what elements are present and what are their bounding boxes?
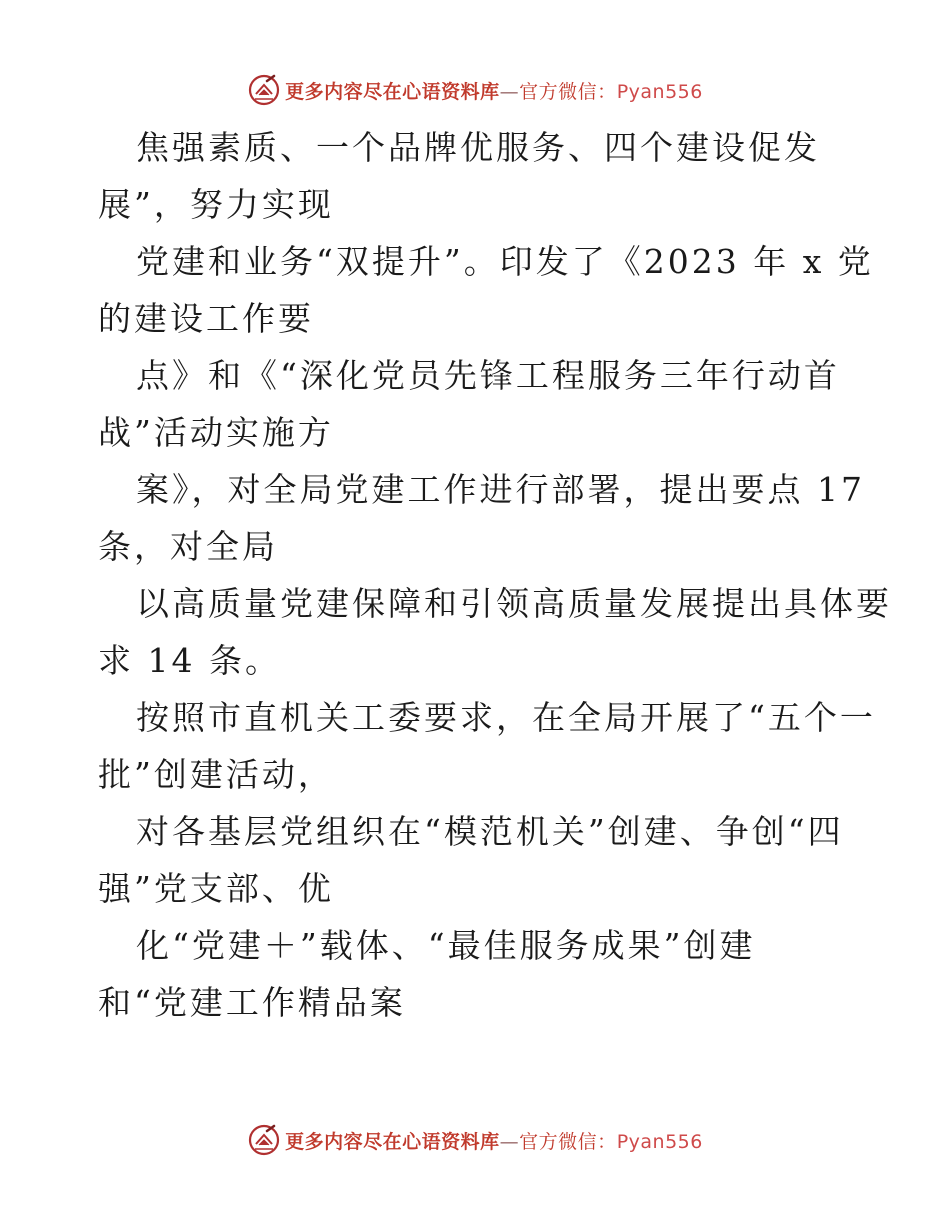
paragraph-line: 案》，对全局党建工作进行部署，提出要点 17 [136, 470, 865, 509]
paragraph-line: 求 14 条。 [98, 641, 281, 680]
paragraph-line: 的建设工作要 [98, 299, 314, 338]
header-banner-text [285, 77, 703, 104]
paragraph-line: 党建和业务“双提升”。印发了《2023 年 x 党 [136, 242, 874, 281]
paragraph-line: 和“党建工作精品案 [98, 983, 406, 1022]
paragraph-line: 化“党建＋”载体、“最佳服务成果”创建 [136, 926, 756, 965]
footer-wechat-label: 官方微信： [519, 1130, 617, 1153]
footer-banner-text [285, 1127, 703, 1154]
header-brand-text: 更多内容尽在心语资料库 [285, 80, 500, 103]
header-wechat-id: Pyan556 [616, 80, 703, 103]
header-banner [0, 70, 950, 110]
paragraph-line: 点》和《“深化党员先锋工程服务三年行动首 [136, 356, 840, 395]
paragraph-line: 对各基层党组织在“模范机关”创建、争创“四 [136, 812, 844, 851]
paragraph-line: 展”，努力实现 [98, 185, 334, 224]
footer-brand-text: 更多内容尽在心语资料库 [285, 1130, 500, 1153]
paragraph-line: 批”创建活动， [98, 755, 334, 794]
paragraph-line: 强”党支部、优 [98, 869, 334, 908]
paragraph-line: 按照市直机关工委要求，在全局开展了“五个一 [136, 698, 876, 737]
paragraph-line: 以高质量党建保障和引领高质量发展提出具体要 [136, 584, 892, 623]
footer-banner [0, 1120, 950, 1160]
book-pen-logo-icon [247, 73, 281, 107]
footer-wechat-id: Pyan556 [616, 1130, 703, 1153]
header-separator: — [499, 80, 520, 103]
paragraph-line: 焦强素质、一个品牌优服务、四个建设促发 [136, 128, 820, 167]
book-pen-logo-icon [247, 1123, 281, 1157]
footer-separator: — [499, 1130, 520, 1153]
paragraph-line: 条，对全局 [98, 527, 278, 566]
paragraph-line: 战”活动实施方 [98, 413, 334, 452]
header-wechat-label: 官方微信： [519, 80, 617, 103]
